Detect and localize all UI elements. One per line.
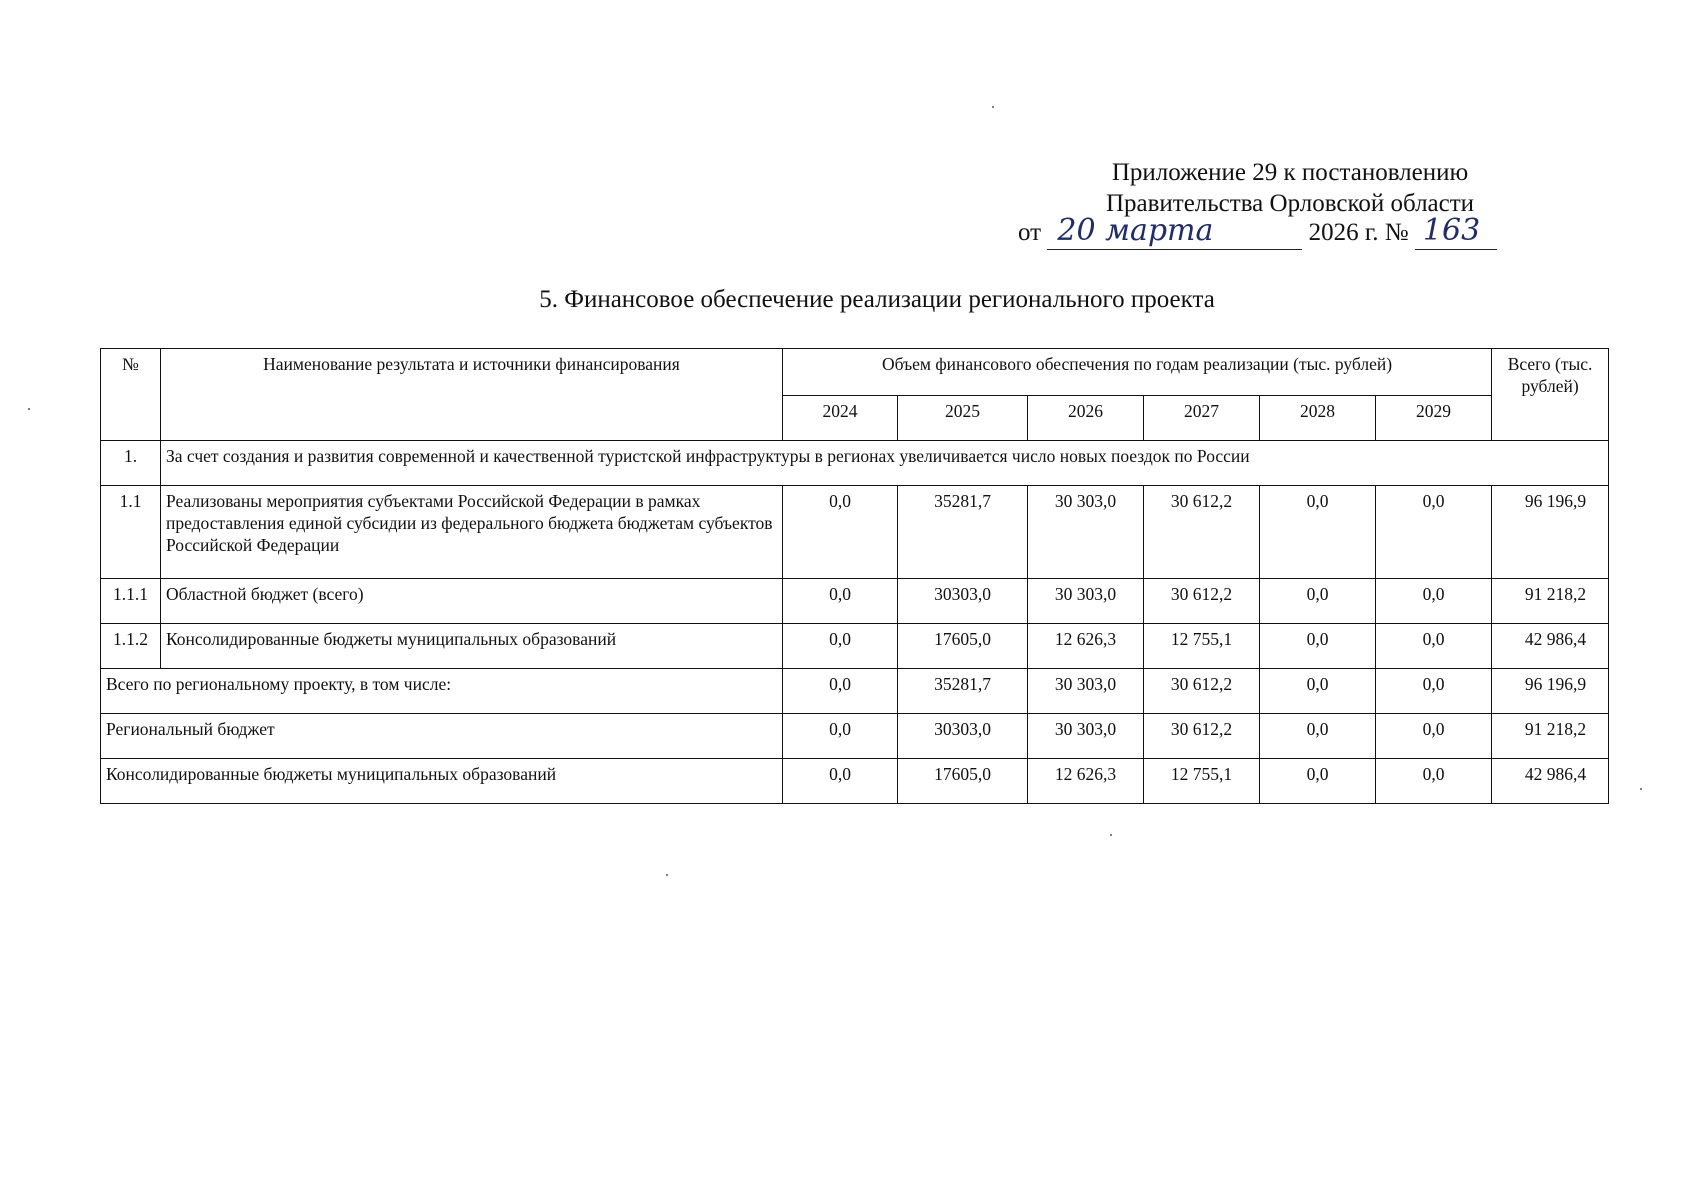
summary-value: 17605,0 xyxy=(898,759,1028,804)
appendix-line-2: Правительства Орловской области xyxy=(1105,190,1475,217)
section-text: За счет создания и развития современной и качественной туристской инфраструктуры в регионах увеличивается число новых поездок по России xyxy=(161,441,1609,486)
row-value: 17605,0 xyxy=(898,624,1028,669)
header-volume: Объем финансового обеспечения по годам реализации (тыс. рублей) xyxy=(783,349,1492,396)
summary-value: 0,0 xyxy=(783,714,898,759)
summary-row xyxy=(101,714,1609,759)
summary-value: 12 626,3 xyxy=(1028,759,1144,804)
header-no: № xyxy=(101,349,161,441)
scan-speck xyxy=(28,408,30,410)
year-header: 2026 xyxy=(1028,396,1144,441)
summary-value: 30 303,0 xyxy=(1028,714,1144,759)
year-header: 2025 xyxy=(898,396,1028,441)
scan-speck xyxy=(1110,834,1112,836)
scan-speck xyxy=(666,874,668,876)
row-name: Областной бюджет (всего) xyxy=(161,579,783,624)
row-value: 30 612,2 xyxy=(1144,486,1260,579)
row-value: 12 626,3 xyxy=(1028,624,1144,669)
section-row xyxy=(101,441,1609,486)
row-total: 42 986,4 xyxy=(1492,624,1609,669)
summary-value: 12 755,1 xyxy=(1144,759,1260,804)
year-header: 2028 xyxy=(1260,396,1376,441)
row-value: 0,0 xyxy=(1260,579,1376,624)
scan-speck xyxy=(1640,788,1642,790)
row-value: 0,0 xyxy=(783,486,898,579)
row-no: 1.1.1 xyxy=(101,579,161,624)
row-value: 30 612,2 xyxy=(1144,579,1260,624)
row-value: 0,0 xyxy=(783,579,898,624)
row-total: 96 196,9 xyxy=(1492,486,1609,579)
summary-value: 0,0 xyxy=(1376,669,1492,714)
year-header: 2027 xyxy=(1144,396,1260,441)
summary-value: 0,0 xyxy=(1376,714,1492,759)
summary-value: 0,0 xyxy=(783,669,898,714)
summary-value: 30 303,0 xyxy=(1028,669,1144,714)
row-value: 0,0 xyxy=(1260,624,1376,669)
header-name: Наименование результата и источники финансирования xyxy=(161,349,783,441)
section-title: 5. Финансовое обеспечение реализации регионального проекта xyxy=(539,286,1215,313)
summary-total: 96 196,9 xyxy=(1492,669,1609,714)
row-name: Консолидированные бюджеты муниципальных образований xyxy=(161,624,783,669)
summary-value: 0,0 xyxy=(1260,714,1376,759)
summary-value: 30303,0 xyxy=(898,714,1028,759)
row-value: 0,0 xyxy=(1376,624,1492,669)
row-value: 30 303,0 xyxy=(1028,486,1144,579)
row-total: 91 218,2 xyxy=(1492,579,1609,624)
row-value: 0,0 xyxy=(1260,486,1376,579)
decree-date-line xyxy=(1018,213,1497,250)
row-value: 35281,7 xyxy=(898,486,1028,579)
decree-year: 2026 г. № xyxy=(1308,219,1409,246)
handwritten-number: 163 xyxy=(1415,218,1497,250)
appendix-header xyxy=(1010,157,1570,219)
summary-name: Региональный бюджет xyxy=(101,714,783,759)
summary-row xyxy=(101,759,1609,804)
row-no: 1.1.2 xyxy=(101,624,161,669)
summary-value: 0,0 xyxy=(783,759,898,804)
row-value: 0,0 xyxy=(1376,486,1492,579)
row-value: 0,0 xyxy=(1376,579,1492,624)
row-no: 1.1 xyxy=(101,486,161,579)
summary-total: 91 218,2 xyxy=(1492,714,1609,759)
header-total: Всего (тыс. рублей) xyxy=(1492,349,1609,441)
date-prefix: от xyxy=(1018,219,1042,246)
summary-name: Всего по региональному проекту, в том числе: xyxy=(101,669,783,714)
year-header: 2024 xyxy=(783,396,898,441)
year-header: 2029 xyxy=(1376,396,1492,441)
financing-table xyxy=(100,348,1609,804)
summary-value: 0,0 xyxy=(1260,759,1376,804)
row-value: 30303,0 xyxy=(898,579,1028,624)
handwritten-date: 20 марта xyxy=(1047,218,1302,250)
summary-total: 42 986,4 xyxy=(1492,759,1609,804)
summary-row xyxy=(101,669,1609,714)
summary-value: 0,0 xyxy=(1376,759,1492,804)
table-row xyxy=(101,624,1609,669)
row-name: Реализованы мероприятия субъектами Российской Федерации в рамках предоставления единой субсидии из федерального бюджета бюджетам субъектов Российской Федерации xyxy=(161,486,783,579)
appendix-line-1: Приложение 29 к постановлению xyxy=(1111,159,1469,186)
summary-name: Консолидированные бюджеты муниципальных образований xyxy=(101,759,783,804)
row-value: 12 755,1 xyxy=(1144,624,1260,669)
table-row xyxy=(101,486,1609,579)
table-header-row xyxy=(101,349,1609,396)
scan-speck xyxy=(992,106,994,108)
row-value: 0,0 xyxy=(783,624,898,669)
table-row xyxy=(101,579,1609,624)
summary-value: 35281,7 xyxy=(898,669,1028,714)
summary-value: 0,0 xyxy=(1260,669,1376,714)
section-no: 1. xyxy=(101,441,161,486)
summary-value: 30 612,2 xyxy=(1144,714,1260,759)
row-value: 30 303,0 xyxy=(1028,579,1144,624)
summary-value: 30 612,2 xyxy=(1144,669,1260,714)
